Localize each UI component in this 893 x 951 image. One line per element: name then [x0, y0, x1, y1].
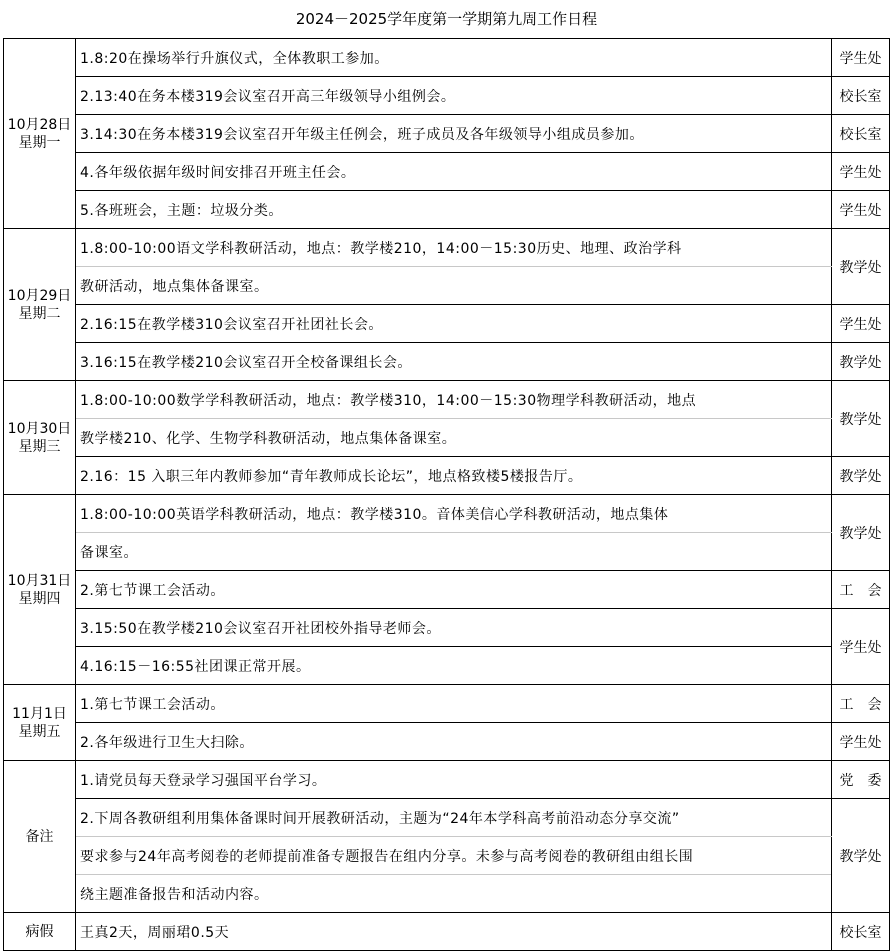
- page-title: 2024－2025学年度第一学期第九周工作日程: [295, 10, 598, 28]
- dept-cell: 学生处: [832, 191, 890, 229]
- day-cell: [4, 495, 76, 685]
- schedule-item-continued: 教研活动，地点集体备课室。: [76, 267, 832, 305]
- schedule-item: 2.16：15 入职三年内教师参加“青年教师成长论坛”，地点格致楼5楼报告厅。: [76, 457, 832, 495]
- dept-cell: 学生处: [832, 609, 890, 685]
- table-row: [4, 343, 890, 381]
- table-row: [4, 115, 890, 153]
- table-row: [4, 533, 890, 571]
- dept-cell: 学生处: [832, 39, 890, 77]
- day-date: 10月30日: [7, 420, 72, 437]
- dept-cell: 教学处: [832, 381, 890, 457]
- dept-cell: 工 会: [832, 685, 890, 723]
- notes-label: 备注: [4, 761, 76, 913]
- dept-cell: 学生处: [832, 305, 890, 343]
- note-item: 1.请党员每天登录学习强国平台学习。: [76, 761, 832, 799]
- table-row: [4, 723, 890, 761]
- day-cell: [4, 229, 76, 381]
- table-row: [4, 39, 890, 77]
- day-date: 10月29日: [7, 287, 72, 304]
- day-weekday: 星期四: [18, 590, 61, 607]
- table-row: [4, 381, 890, 419]
- table-row: [4, 191, 890, 229]
- schedule-item: 3.15:50在教学楼210会议室召开社团校外指导老师会。: [76, 609, 832, 647]
- schedule-item-continued: 教学楼210、化学、生物学科教研活动，地点集体备课室。: [76, 419, 832, 457]
- dept-cell: 党 委: [832, 761, 890, 799]
- table-row: [4, 799, 890, 837]
- day-cell: [4, 381, 76, 495]
- schedule-item: 1.8:00-10:00数学学科教研活动，地点：教学楼310，14:00－15:30物理学科教研活动，地点: [76, 381, 832, 419]
- table-row: [4, 77, 890, 115]
- schedule-item: 1.8:00-10:00语文学科教研活动，地点：教学楼210，14:00－15:30历史、地理、政治学科: [76, 229, 832, 267]
- schedule-table: [3, 38, 890, 951]
- schedule-item: 4.各年级依据年级时间安排召开班主任会。: [76, 153, 832, 191]
- dept-cell: 校长室: [832, 115, 890, 153]
- table-row: [4, 153, 890, 191]
- schedule-item: 3.14:30在务本楼319会议室召开年级主任例会，班子成员及各年级领导小组成员参加。: [76, 115, 832, 153]
- table-row: [4, 685, 890, 723]
- table-row: [4, 647, 890, 685]
- day-weekday: 星期一: [18, 134, 61, 151]
- schedule-item: 2.各年级进行卫生大扫除。: [76, 723, 832, 761]
- day-weekday: 星期三: [18, 438, 61, 455]
- day-weekday: 星期五: [18, 723, 61, 740]
- schedule-item: 3.16:15在教学楼210会议室召开全校备课组长会。: [76, 343, 832, 381]
- schedule-item: 1.第七节课工会活动。: [76, 685, 832, 723]
- dept-cell: 校长室: [832, 913, 890, 951]
- table-row: [4, 229, 890, 267]
- dept-cell: 教学处: [832, 343, 890, 381]
- note-item: 2.下周各教研组利用集体备课时间开展教研活动，主题为“24年本学科高考前沿动态分享交流”: [76, 799, 832, 837]
- schedule-item-continued: 备课室。: [76, 533, 832, 571]
- table-row: [4, 419, 890, 457]
- day-date: 10月28日: [7, 116, 72, 133]
- table-row: [4, 837, 890, 875]
- table-row: [4, 495, 890, 533]
- schedule-item: 1.8:00-10:00英语学科教研活动，地点：教学楼310。音体美信心学科教研活动，地点集体: [76, 495, 832, 533]
- dept-cell: 工 会: [832, 571, 890, 609]
- dept-cell: 教学处: [832, 799, 890, 913]
- leave-label: 病假: [4, 913, 76, 951]
- table-row: [4, 457, 890, 495]
- table-row: [4, 305, 890, 343]
- dept-cell: 教学处: [832, 457, 890, 495]
- day-date: 11月1日: [12, 705, 67, 722]
- table-row: [4, 913, 890, 951]
- schedule-item: 2.第七节课工会活动。: [76, 571, 832, 609]
- table-row: [4, 571, 890, 609]
- dept-cell: 教学处: [832, 229, 890, 305]
- dept-cell: 学生处: [832, 153, 890, 191]
- dept-cell: 校长室: [832, 77, 890, 115]
- dept-cell: 教学处: [832, 495, 890, 571]
- schedule-item: 1.8:20在操场举行升旗仪式，全体教职工参加。: [76, 39, 832, 77]
- note-item-continued: 要求参与24年高考阅卷的老师提前准备专题报告在组内分享。未参与高考阅卷的教研组由组长围: [76, 837, 832, 875]
- day-weekday: 星期二: [18, 305, 61, 322]
- schedule-item: 2.13:40在务本楼319会议室召开高三年级领导小组例会。: [76, 77, 832, 115]
- schedule-item: 4.16:15－16:55社团课正常开展。: [76, 647, 832, 685]
- note-item-continued: 绕主题准备报告和活动内容。: [76, 875, 832, 913]
- table-row: [4, 761, 890, 799]
- schedule-item: 2.16:15在教学楼310会议室召开社团社长会。: [76, 305, 832, 343]
- table-row: [4, 267, 890, 305]
- schedule-item: 5.各班班会，主题：垃圾分类。: [76, 191, 832, 229]
- table-row: [4, 875, 890, 913]
- leave-text: 王真2天，周丽珺0.5天: [76, 913, 832, 951]
- day-cell: [4, 39, 76, 229]
- table-row: [4, 609, 890, 647]
- day-date: 10月31日: [7, 572, 72, 589]
- day-cell: [4, 685, 76, 761]
- dept-cell: 学生处: [832, 723, 890, 761]
